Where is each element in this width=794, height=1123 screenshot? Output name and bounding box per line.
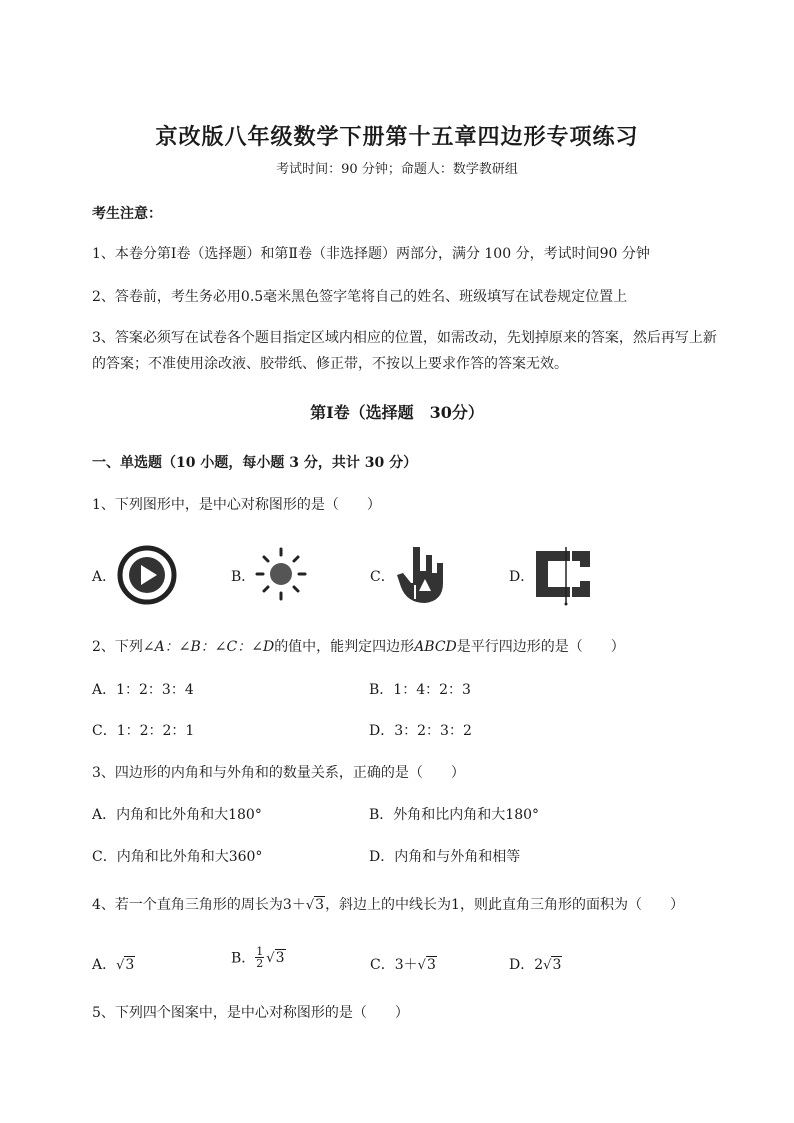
- option-b: B． $\frac{1}{2}$ √3: [231, 945, 285, 970]
- question-2-stem: 2、下列∠A：∠B：∠C：∠D的值中，能判定四边形ABCD是平行四边形的是（ ）: [92, 639, 625, 655]
- notice-item: 2、答卷前，考生务必用0.5毫米黑色签字笔将自己的姓名、班级填写在试卷规定位置上: [92, 289, 628, 305]
- fraction: $\frac{1}{2}$: [256, 945, 264, 970]
- question-3-stem: 3、四边形的内角和与外角和的数量关系，正确的是（ ）: [92, 765, 465, 781]
- option-a: A．√3: [92, 957, 135, 973]
- sqrt-expression: √3: [305, 897, 325, 913]
- option-c: C．3＋√3: [370, 957, 436, 973]
- question-4-stem: 4、若一个直角三角形的周长为3＋√3，斜边上的中线长为1，则此直角三角形的面积为（ ）: [92, 897, 684, 913]
- question-5-stem: 5、下列四个图案中，是中心对称图形的是（ ）: [92, 1005, 409, 1021]
- notice-item: 1、本卷分第Ⅰ卷（选择题）和第Ⅱ卷（非选择题）两部分，满分 100 分，考试时间90 分钟: [92, 246, 650, 262]
- c-logo-icon: [530, 543, 596, 607]
- exam-info: 考试时间：90 分钟；命题人：数学教研组: [276, 162, 518, 177]
- option-a: A．内角和比外角和大180°: [92, 807, 262, 823]
- part-heading: 一、单选题（10 小题，每小题 3 分，共计 30 分）: [92, 455, 418, 471]
- option-c: C．内角和比外角和大360°: [92, 849, 263, 865]
- page-title: 京改版八年级数学下册第十五章四边形专项练习: [155, 124, 639, 150]
- notice-item: 3、答案必须写在试卷各个题目指定区域内相应的位置，如需改动，先划掉原来的答案，然后再写上新: [92, 330, 717, 346]
- option-c-label: C．: [370, 569, 395, 585]
- sun-icon: [254, 545, 308, 603]
- notice-heading: 考生注意：: [92, 206, 162, 222]
- play-button-circle-icon: [117, 545, 177, 605]
- option-d: D．2√3: [509, 957, 562, 973]
- option-d-label: D．: [509, 569, 535, 585]
- notice-item: 的答案；不准使用涂改液、胶带纸、修正带，不按以上要求作答的答案无效。: [92, 356, 568, 372]
- option-b: B．外角和比内角和大180°: [369, 807, 540, 823]
- option-d: D．3：2：3：2: [369, 723, 472, 739]
- hand-icon: [393, 541, 455, 607]
- option-b-label: B．: [231, 569, 256, 585]
- question-1-stem: 1、下列图形中，是中心对称图形的是（ ）: [92, 497, 381, 513]
- option-c: C．1：2：2：1: [92, 723, 195, 739]
- option-b: B．1：4：2：3: [369, 682, 471, 698]
- section-title: 第Ⅰ卷（选择题 30分）: [310, 403, 484, 422]
- option-d: D．内角和与外角和相等: [369, 849, 521, 865]
- option-a-label: A．: [92, 569, 117, 585]
- option-a: A．1：2：3：4: [92, 682, 194, 698]
